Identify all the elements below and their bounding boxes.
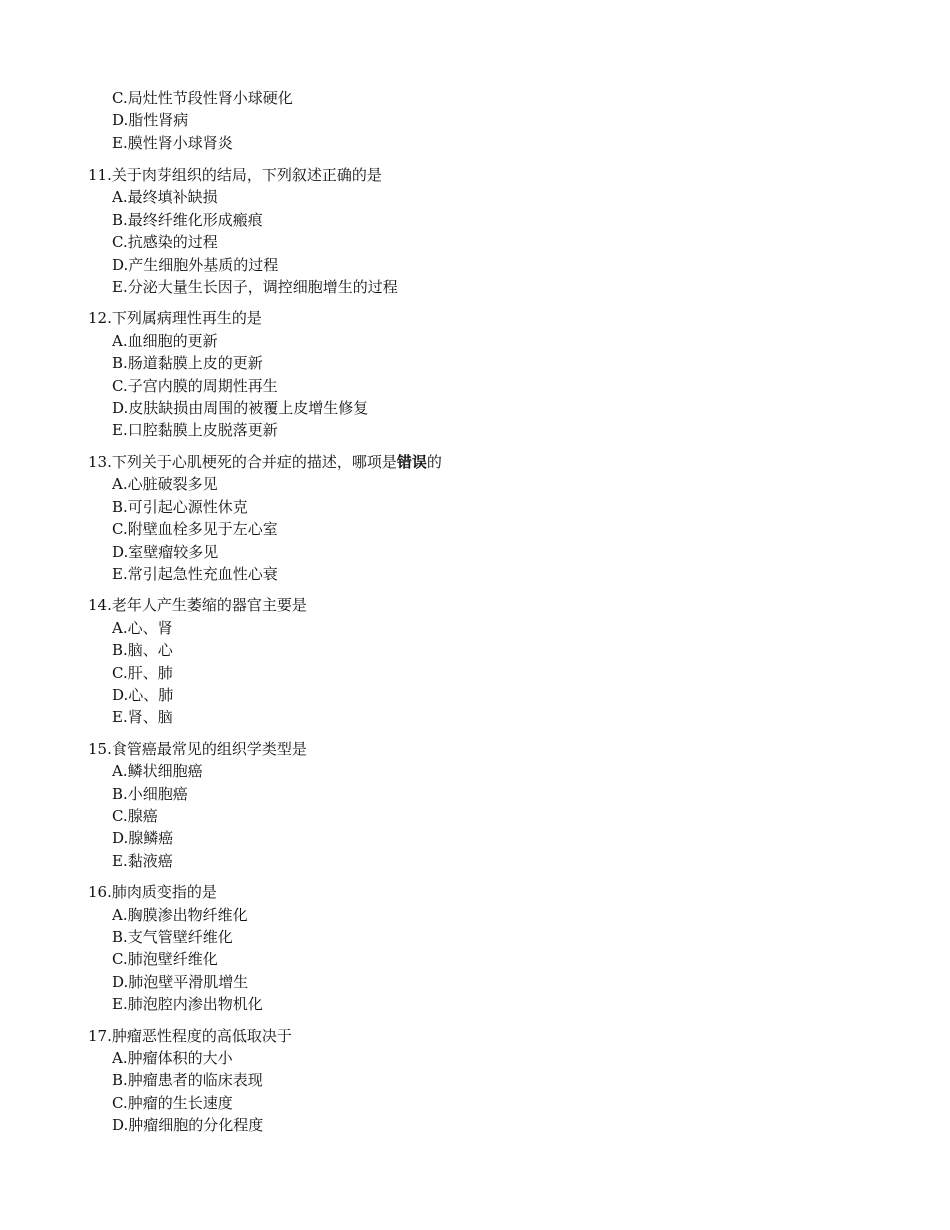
option: D.室壁瘤较多见: [112, 542, 219, 561]
option: C.腺癌: [112, 806, 158, 825]
option: C.肺泡壁纤维化: [112, 950, 218, 969]
question-14: [88, 594, 888, 728]
option: C.子宫内膜的周期性再生: [112, 376, 278, 395]
option: D.脂性肾病: [112, 111, 189, 130]
option: D.心、肺: [112, 685, 174, 704]
option: E.肺泡腔内渗出物机化: [112, 995, 263, 1014]
question-11: [88, 164, 888, 298]
question-15: [88, 738, 888, 872]
option: E.膜性肾小球肾炎: [112, 133, 233, 152]
option: C.附壁血栓多见于左心室: [112, 520, 278, 539]
question-list: [88, 164, 888, 1146]
question-stem-text: 的: [426, 452, 442, 471]
option: C.局灶性节段性肾小球硬化: [112, 89, 293, 107]
option: A.血细胞的更新: [112, 331, 218, 350]
question-stem: [88, 451, 888, 473]
option: B.最终纤维化形成瘢痕: [112, 210, 263, 229]
question-stem-text: 13.下列关于心肌梗死的合并症的描述，哪项是: [88, 452, 397, 471]
question-stem: 11.关于肉芽组织的结局，下列叙述正确的是: [88, 166, 382, 184]
option: A.心脏破裂多见: [112, 475, 218, 494]
option: C.肝、肺: [112, 663, 173, 682]
option: E.肾、脑: [112, 708, 173, 727]
option: A.心、肾: [112, 618, 173, 637]
question-stem: 14.老年人产生萎缩的器官主要是: [88, 596, 307, 615]
option: B.支气管壁纤维化: [112, 928, 233, 946]
continued-options: [112, 87, 293, 154]
option: E.分泌大量生长因子，调控细胞增生的过程: [112, 278, 398, 297]
option: A.最终填补缺损: [112, 188, 218, 207]
question-stem: 16.肺肉质变指的是: [88, 883, 217, 902]
question-12: [88, 307, 888, 441]
question-stem: 12.下列属病理性再生的是: [88, 309, 262, 328]
option: A.胸膜渗出物纤维化: [112, 905, 248, 924]
option: D.肺泡壁平滑肌增生: [112, 972, 249, 991]
option: A.鳞状细胞癌: [112, 762, 203, 781]
option: E.黏液癌: [112, 851, 173, 870]
option: E.常引起急性充血性心衰: [112, 564, 278, 583]
question-stem: 15.食管癌最常见的组织学类型是: [88, 739, 307, 758]
question-stem-emphasis: 错误: [396, 452, 427, 471]
option: A.肿瘤体积的大小: [112, 1049, 233, 1068]
option: B.脑、心: [112, 641, 173, 660]
question-16: [88, 881, 888, 1015]
option: B.小细胞癌: [112, 784, 188, 803]
option: D.肿瘤细胞的分化程度: [112, 1116, 264, 1135]
option: B.可引起心源性休克: [112, 497, 248, 516]
question-stem: 17.肿瘤恶性程度的高低取决于: [88, 1026, 292, 1045]
option: D.腺鳞癌: [112, 829, 174, 848]
option: D.产生细胞外基质的过程: [112, 255, 279, 274]
option: C.肿瘤的生长速度: [112, 1093, 233, 1112]
question-13: [88, 451, 888, 585]
option: B.肠道黏膜上皮的更新: [112, 354, 263, 373]
option: C.抗感染的过程: [112, 233, 218, 252]
question-17: [88, 1025, 888, 1137]
option: B.肿瘤患者的临床表现: [112, 1071, 263, 1090]
option: E.口腔黏膜上皮脱落更新: [112, 421, 278, 440]
option: D.皮肤缺损由周围的被覆上皮增生修复: [112, 399, 369, 418]
